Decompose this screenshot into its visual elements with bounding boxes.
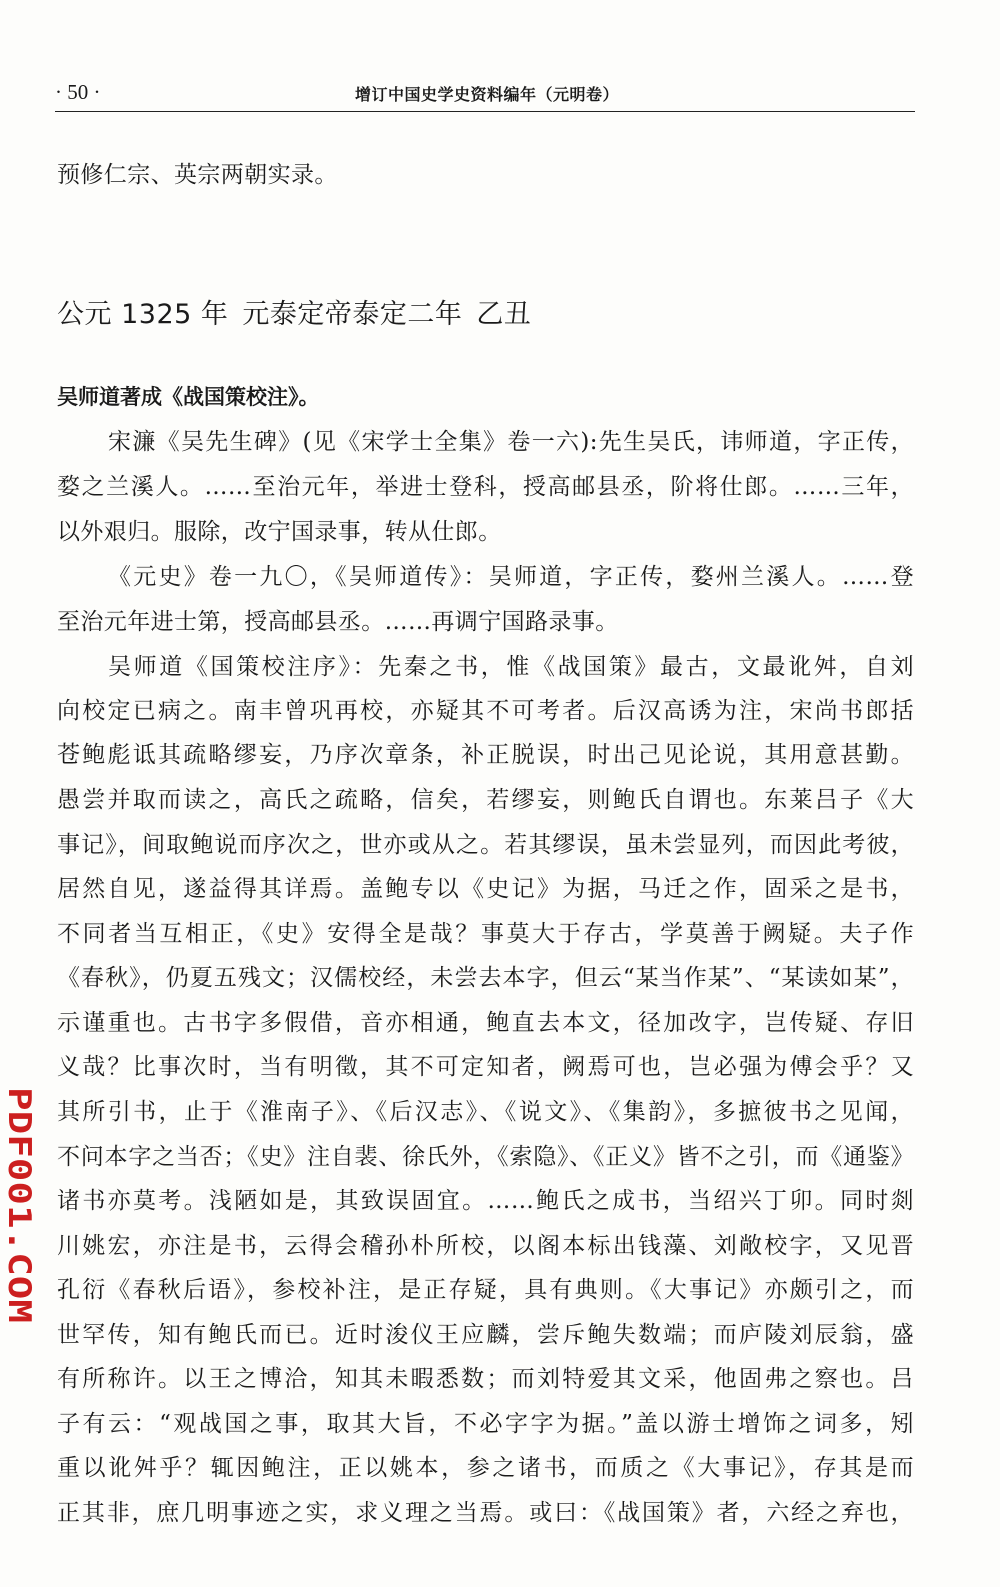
body-line: 不问本字之当否；《史》注自裴、徐氏外，《索隐》、《正义》皆不之引，而《通鉴》 (57, 1144, 914, 1170)
body-line: 居然自见，遂益得其详焉。盖鲍专以《史记》为据，马迁之作，固采之是书， (57, 876, 914, 902)
watermark-text: PDF001.COM (1, 1087, 37, 1274)
body-line: 子有云：“观战国之事，取其大旨，不必字字为据。”盖以游士增饰之词多，矧 (57, 1411, 914, 1437)
body-line: 孔衍《春秋后语》，参校补注，是正存疑，具有典则。《大事记》亦颇引之，而 (57, 1277, 914, 1303)
body-line: 其所引书，止于《淮南子》、《后汉志》、《说文》、《集韵》，多摭彼书之见闻， (57, 1099, 914, 1125)
body-line: 重以讹舛乎？辄因鲍注，正以姚本，参之诸书，而质之《大事记》，存其是而 (57, 1455, 914, 1481)
body-line: 至治元年进士第，授高邮县丞。……再调宁国路录事。 (57, 609, 619, 635)
body-line: 不同者当互相正，《史》安得全是哉？事莫大于存古，学莫善于阙疑。夫子作 (57, 921, 914, 947)
body-line: 有所称许。以王之博洽，知其未暇悉数；而刘特爱其文采，他固弗之察也。吕 (57, 1366, 914, 1392)
entry-title: 吴师道著成《战国策校注》。 (57, 385, 320, 409)
body-line: 《元史》卷一九〇，《吴师道传》：吴师道，字正传，婺州兰溪人。……登 (108, 564, 914, 590)
year-heading (57, 292, 545, 331)
page-number: · 50 · (55, 80, 101, 104)
year-heading-ganzhi: 乙丑 (476, 299, 532, 330)
body-line: 示谨重也。古书字多假借，音亦相通，鲍直去本文，径加改字，岂传疑、存旧 (57, 1010, 914, 1036)
body-line: 以外艰归。服除，改宁国录事，转从仕郎。 (57, 519, 502, 545)
body-line: 吴师道《国策校注序》：先秦之书，惟《战国策》最古，文最讹舛，自刘 (108, 654, 914, 680)
body-line: 诸书亦莫考。浅陋如是，其致误固宜。……鲍氏之成书，当绍兴丁卯。同时剡 (57, 1188, 914, 1214)
year-heading-year: 公元 1325 年 (57, 299, 229, 330)
header-rule (55, 111, 915, 112)
body-line: 正其非，庶几明事迹之实，求义理之当焉。或曰：《战国策》者，六经之弃也， (57, 1500, 914, 1526)
body-line: 婺之兰溪人。……至治元年，举进士登科，授高邮县丞，阶将仕郎。……三年， (57, 474, 914, 500)
running-header (55, 78, 915, 108)
body-line: 事记》，间取鲍说而序次之，世亦或从之。若其缪误，虽未尝显列，而因此考彼， (57, 832, 914, 858)
body-line: 《春秋》，仍夏五残文；汉儒校经，未尝去本字，但云“某当作某”、“某读如某”， (57, 965, 914, 991)
year-heading-reign: 元泰定帝泰定二年 (242, 299, 463, 330)
body-line: 愚尝并取而读之，高氏之疏略，信矣，若缪妄，则鲍氏自谓也。东莱吕子《大 (57, 787, 914, 813)
body-line: 宋濂《吴先生碑》(见《宋学士全集》卷一六):先生吴氏，讳师道，字正传， (108, 429, 914, 455)
continuation-line: 预修仁宗、英宗两朝实录。 (57, 162, 338, 188)
running-title: 增订中国史学史资料编年（元明卷） (355, 85, 620, 104)
body-line: 苍鲍彪诋其疏略缪妄，乃序次章条，补正脱误，时出己见论说，其用意甚勤。 (57, 742, 914, 768)
body-line: 川姚宏，亦注是书，云得会稽孙朴所校，以阁本标出钱藻、刘敞校字，又见晋 (57, 1233, 914, 1259)
body-line: 向校定已病之。南丰曾巩再校，亦疑其不可考者。后汉高诱为注，宋尚书郎括 (57, 698, 914, 724)
watermark (0, 1085, 59, 1325)
body-line: 世罕传，知有鲍氏而已。近时浚仪王应麟，尝斥鲍失数端；而庐陵刘辰翁，盛 (57, 1322, 914, 1348)
body-line: 义哉？比事次时，当有明徵，其不可定知者，阙焉可也，岂必强为傅会乎？又 (57, 1054, 914, 1080)
